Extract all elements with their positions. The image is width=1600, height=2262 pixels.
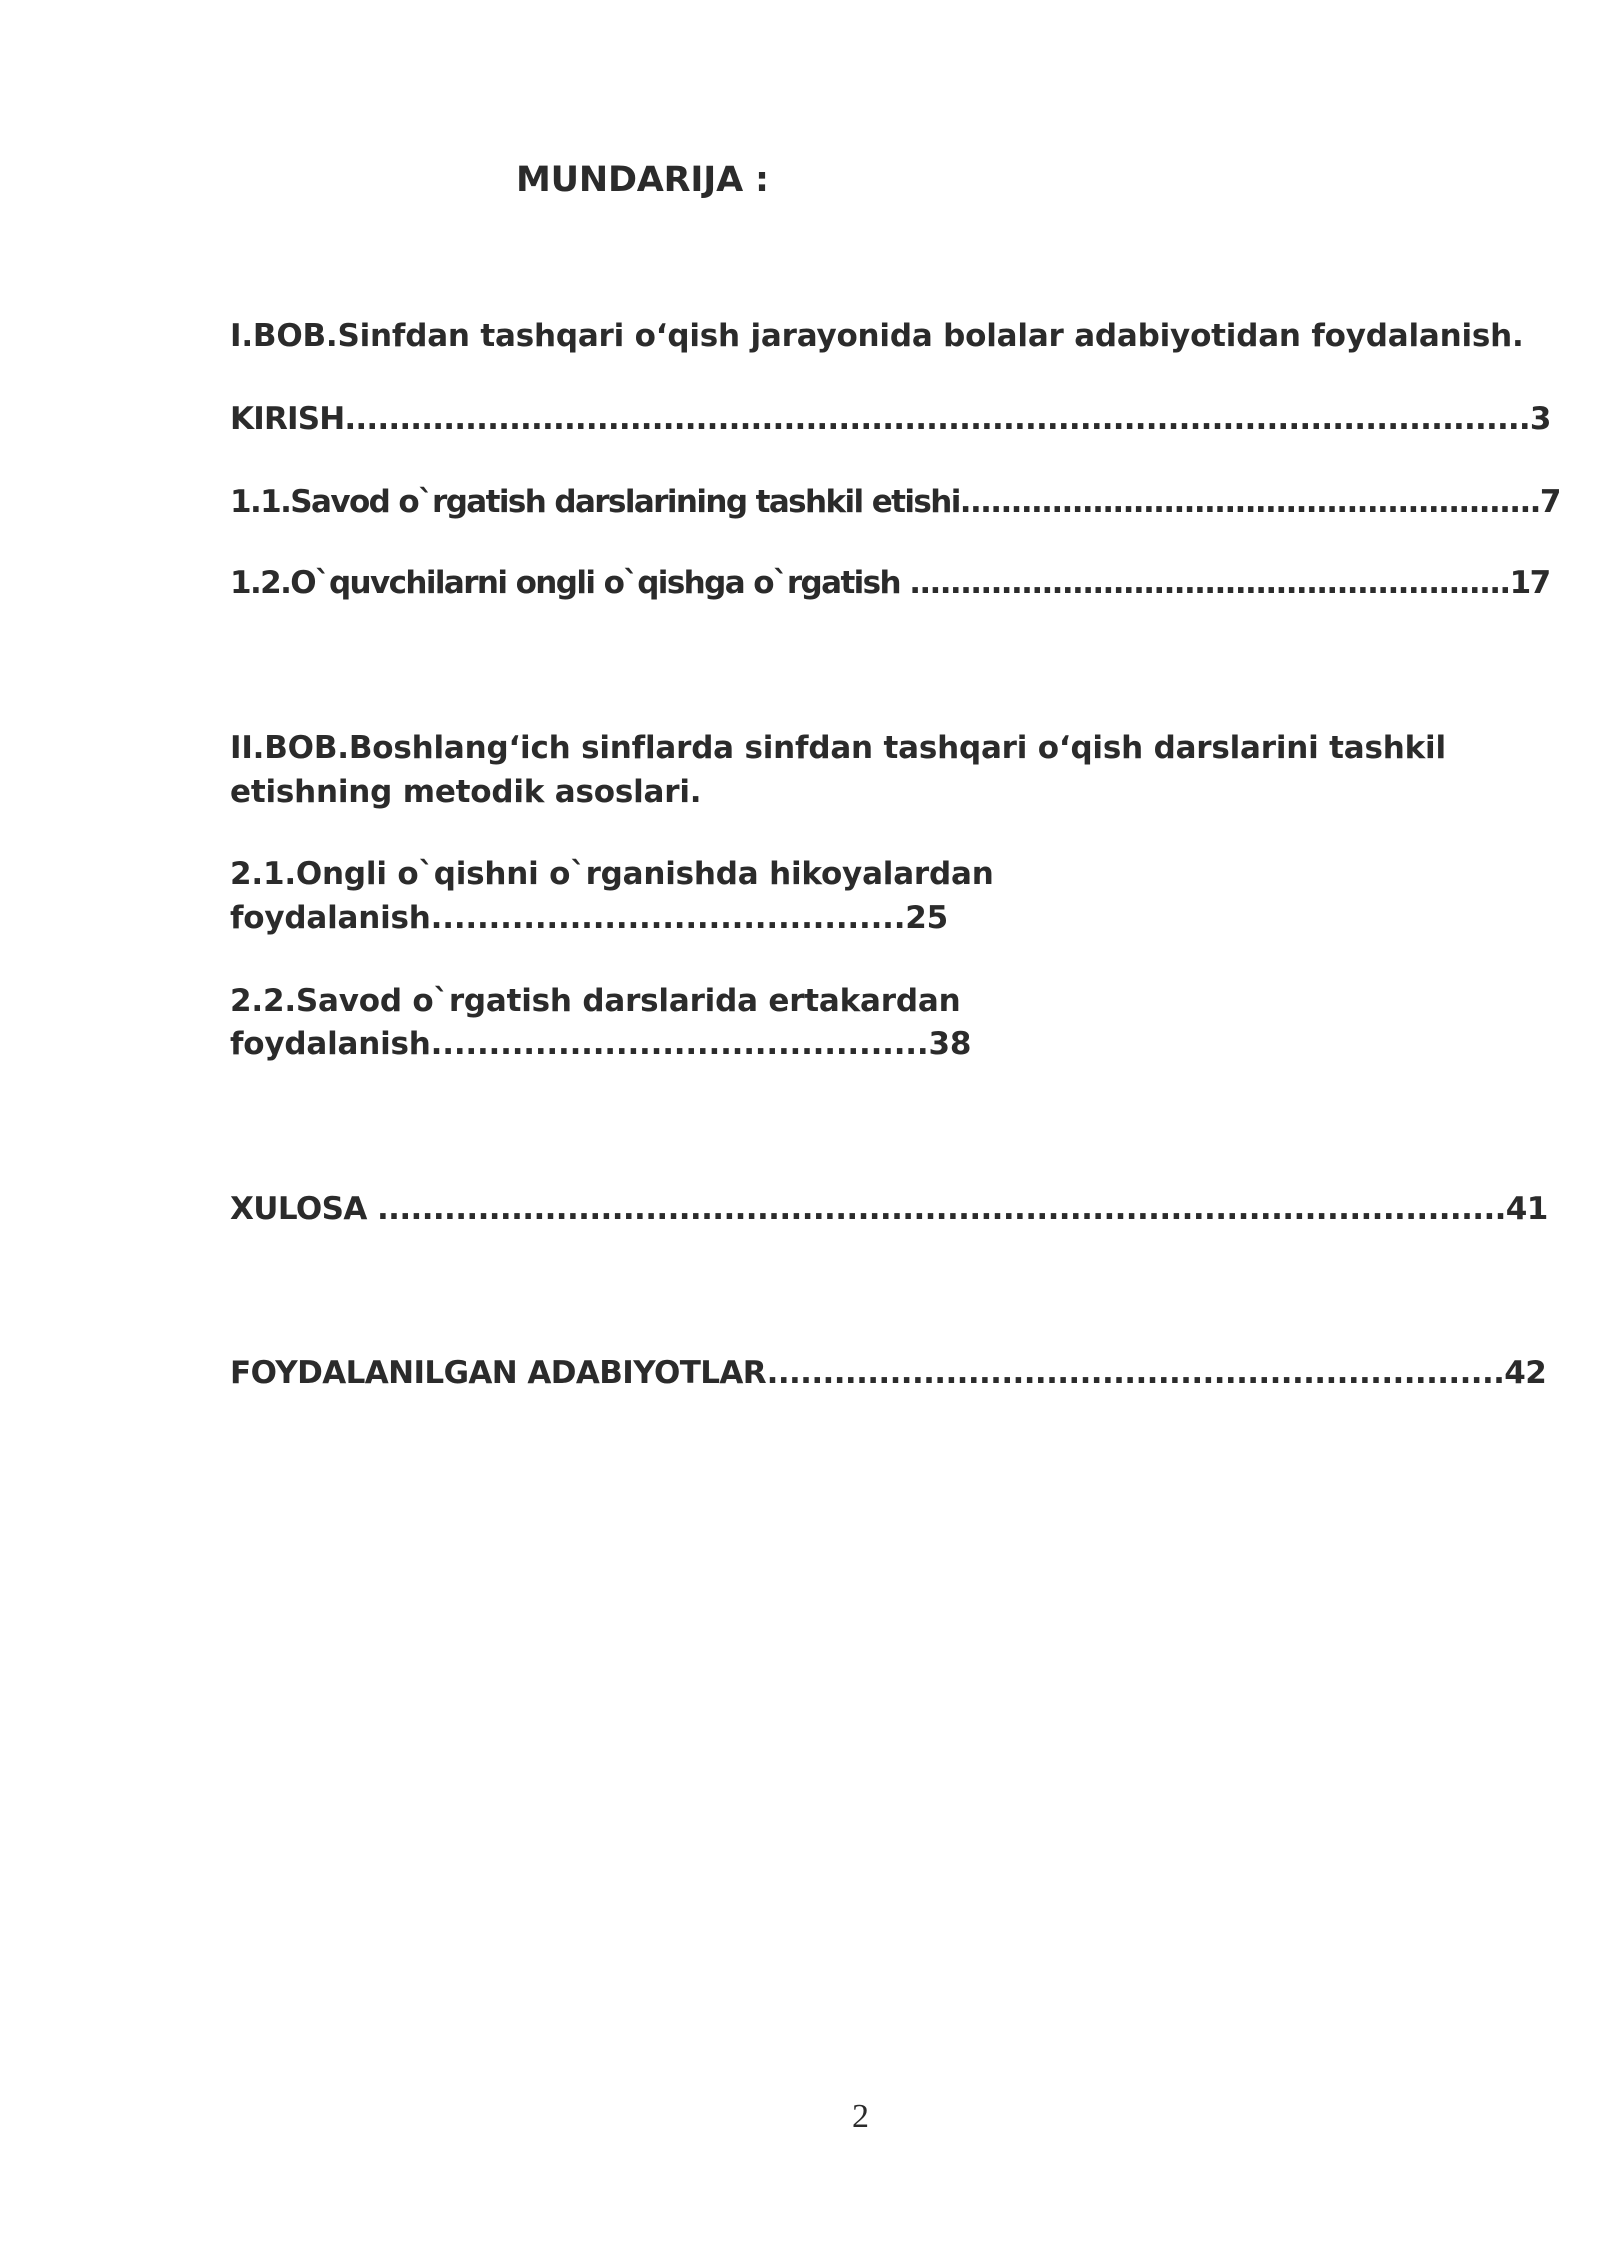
chapter-2-heading-line-2: etishning metodik asoslari. — [230, 774, 702, 810]
toc-entry-kirish: KIRISH............................................................................................................3 — [230, 401, 1551, 437]
toc-entry-2-1-line-1: 2.1.Ongli o`qishni o`rganishda hikoyalardan — [230, 856, 994, 892]
toc-entry-1-1: 1.1.Savod o`rgatish darslarining tashkil etishi.........................................................7 — [230, 484, 1560, 520]
toc-entry-2-2-line-1: 2.2.Savod o`rgatish darslarida ertakardan — [230, 983, 961, 1019]
page-title: MUNDARIJA : — [516, 160, 769, 200]
toc-entry-2-2-line-2: foydalanish...........................................38 — [230, 1026, 972, 1062]
page-number: 2 — [852, 2098, 869, 2135]
toc-entry-xulosa: XULOSA .....................................................................................................41 — [230, 1191, 1548, 1227]
chapter-2-heading-line-1: II.BOB.Boshlang‘ich sinflarda sinfdan tashqari o‘qish darslarini tashkil — [230, 730, 1446, 766]
toc-entry-2-1-line-2: foydalanish.........................................25 — [230, 900, 949, 936]
chapter-1-heading: I.BOB.Sinfdan tashqari o‘qish jarayonida bolalar adabiyotidan foydalanish. — [230, 318, 1524, 354]
toc-entry-references: FOYDALANILGAN ADABIYOTLAR..................................................................42 — [230, 1355, 1547, 1391]
toc-entry-1-2: 1.2.O`quvchilarni ongli o`qishga o`rgatish ...........................................................17 — [230, 565, 1550, 601]
